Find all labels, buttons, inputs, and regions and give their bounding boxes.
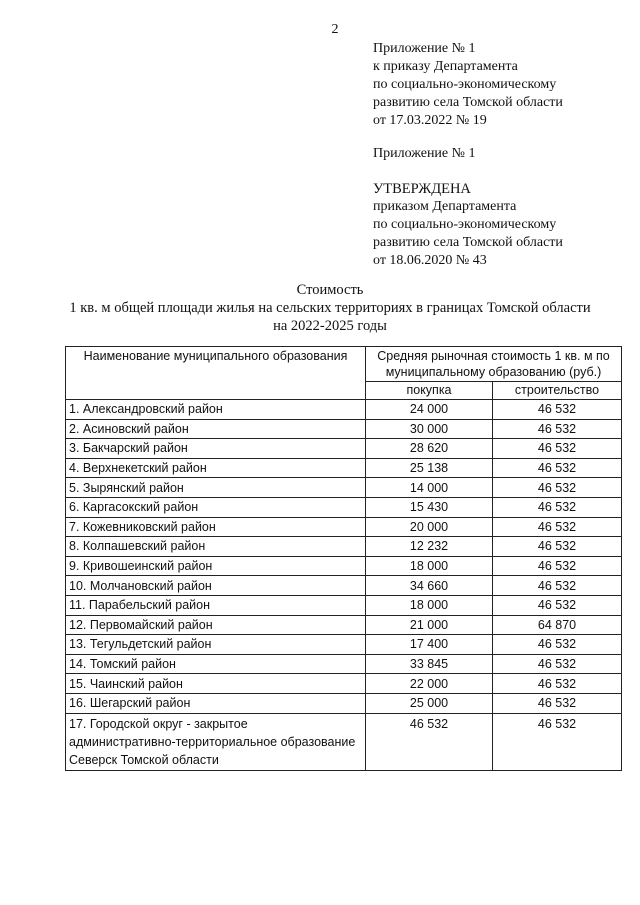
- construction-price: 46 532: [493, 595, 622, 615]
- table-row: [66, 635, 622, 655]
- table-row: [66, 497, 622, 517]
- title-line: на 2022-2025 годы: [273, 318, 387, 334]
- table-row: [66, 674, 622, 694]
- purchase-price: 30 000: [366, 419, 493, 439]
- header-municipality: Наименование муниципального образования: [66, 347, 366, 400]
- purchase-price: 18 000: [366, 556, 493, 576]
- construction-price: 46 532: [493, 517, 622, 537]
- table-row: [66, 693, 622, 713]
- municipality-name: 7. Кожевниковский район: [66, 517, 366, 537]
- appendix-line: развитию села Томской области: [373, 95, 563, 110]
- municipality-name: 8. Колпашевский район: [66, 537, 366, 557]
- approved-line: развитию села Томской области: [373, 235, 563, 250]
- table-row: [66, 419, 622, 439]
- table-row-last: [66, 713, 622, 770]
- appendix-line: по социально-экономическому: [373, 77, 557, 92]
- construction-price: 46 532: [493, 576, 622, 596]
- table-row: [66, 615, 622, 635]
- construction-price: 46 532: [493, 458, 622, 478]
- construction-price: 46 532: [493, 497, 622, 517]
- municipality-name: 3. Бакчарский район: [66, 439, 366, 459]
- construction-price: 46 532: [493, 478, 622, 498]
- municipality-name: 9. Кривошеинский район: [66, 556, 366, 576]
- name-line: административно-территориальное образование: [69, 734, 356, 749]
- construction-price: 46 532: [493, 654, 622, 674]
- table-row: [66, 556, 622, 576]
- purchase-price: 25 138: [366, 458, 493, 478]
- table-row: [66, 458, 622, 478]
- municipality-name: 14. Томский район: [66, 654, 366, 674]
- appendix-reference-block: [373, 40, 563, 130]
- table-row: [66, 576, 622, 596]
- municipality-name: 1. Александровский район: [66, 400, 366, 420]
- purchase-price: 46 532: [366, 713, 493, 770]
- construction-price: 46 532: [493, 674, 622, 694]
- appendix-line: от 17.03.2022 № 19: [373, 113, 487, 128]
- purchase-price: 25 000: [366, 693, 493, 713]
- page-number: 2: [331, 22, 339, 37]
- construction-price: 46 532: [493, 537, 622, 557]
- purchase-price: 34 660: [366, 576, 493, 596]
- municipality-name: [66, 713, 366, 770]
- title-line: Стоимость: [296, 282, 364, 298]
- table-row: [66, 537, 622, 557]
- purchase-price: 20 000: [366, 517, 493, 537]
- approved-line: приказом Департамента: [373, 199, 517, 214]
- construction-price: 46 532: [493, 713, 622, 770]
- construction-price: 64 870: [493, 615, 622, 635]
- municipality-name: 10. Молчановский район: [66, 576, 366, 596]
- approved-line: от 18.06.2020 № 43: [373, 253, 487, 268]
- municipality-name: 11. Парабельский район: [66, 595, 366, 615]
- municipality-name: 4. Верхнекетский район: [66, 458, 366, 478]
- approved-heading: УТВЕРЖДЕНА: [373, 181, 471, 197]
- document-title: [40, 281, 620, 335]
- subheader-purchase: покупка: [366, 382, 493, 400]
- construction-price: 46 532: [493, 419, 622, 439]
- purchase-price: 18 000: [366, 595, 493, 615]
- approved-line: по социально-экономическому: [373, 217, 557, 232]
- purchase-price: 24 000: [366, 400, 493, 420]
- appendix-title: Приложение № 1: [373, 146, 476, 161]
- table-row: [66, 439, 622, 459]
- municipality-name: 12. Первомайский район: [66, 615, 366, 635]
- approved-block: [373, 180, 563, 270]
- construction-price: 46 532: [493, 439, 622, 459]
- header-average-cost: Средняя рыночная стоимость 1 кв. м по муниципальному образованию (руб.): [366, 347, 622, 382]
- purchase-price: 28 620: [366, 439, 493, 459]
- purchase-price: 15 430: [366, 497, 493, 517]
- title-line: 1 кв. м общей площади жилья на сельских территориях в границах Томской области: [69, 300, 591, 316]
- purchase-price: 17 400: [366, 635, 493, 655]
- subheader-construction: строительство: [493, 382, 622, 400]
- construction-price: 46 532: [493, 556, 622, 576]
- construction-price: 46 532: [493, 693, 622, 713]
- table-row: [66, 654, 622, 674]
- purchase-price: 21 000: [366, 615, 493, 635]
- appendix-line: Приложение № 1: [373, 41, 476, 56]
- table-row: [66, 478, 622, 498]
- purchase-price: 22 000: [366, 674, 493, 694]
- municipality-name: 6. Каргасокский район: [66, 497, 366, 517]
- purchase-price: 12 232: [366, 537, 493, 557]
- construction-price: 46 532: [493, 635, 622, 655]
- table-row: [66, 400, 622, 420]
- name-line: 17. Городской округ - закрытое: [69, 716, 248, 731]
- appendix-line: к приказу Департамента: [373, 59, 518, 74]
- municipality-name: 2. Асиновский район: [66, 419, 366, 439]
- construction-price: 46 532: [493, 400, 622, 420]
- purchase-price: 14 000: [366, 478, 493, 498]
- name-line: Северск Томской области: [69, 752, 219, 767]
- purchase-price: 33 845: [366, 654, 493, 674]
- municipality-name: 13. Тегульдетский район: [66, 635, 366, 655]
- municipality-name: 16. Шегарский район: [66, 693, 366, 713]
- municipality-name: 15. Чаинский район: [66, 674, 366, 694]
- table-row: [66, 517, 622, 537]
- table-row: [66, 595, 622, 615]
- municipality-name: 5. Зырянский район: [66, 478, 366, 498]
- cost-table: [65, 346, 622, 771]
